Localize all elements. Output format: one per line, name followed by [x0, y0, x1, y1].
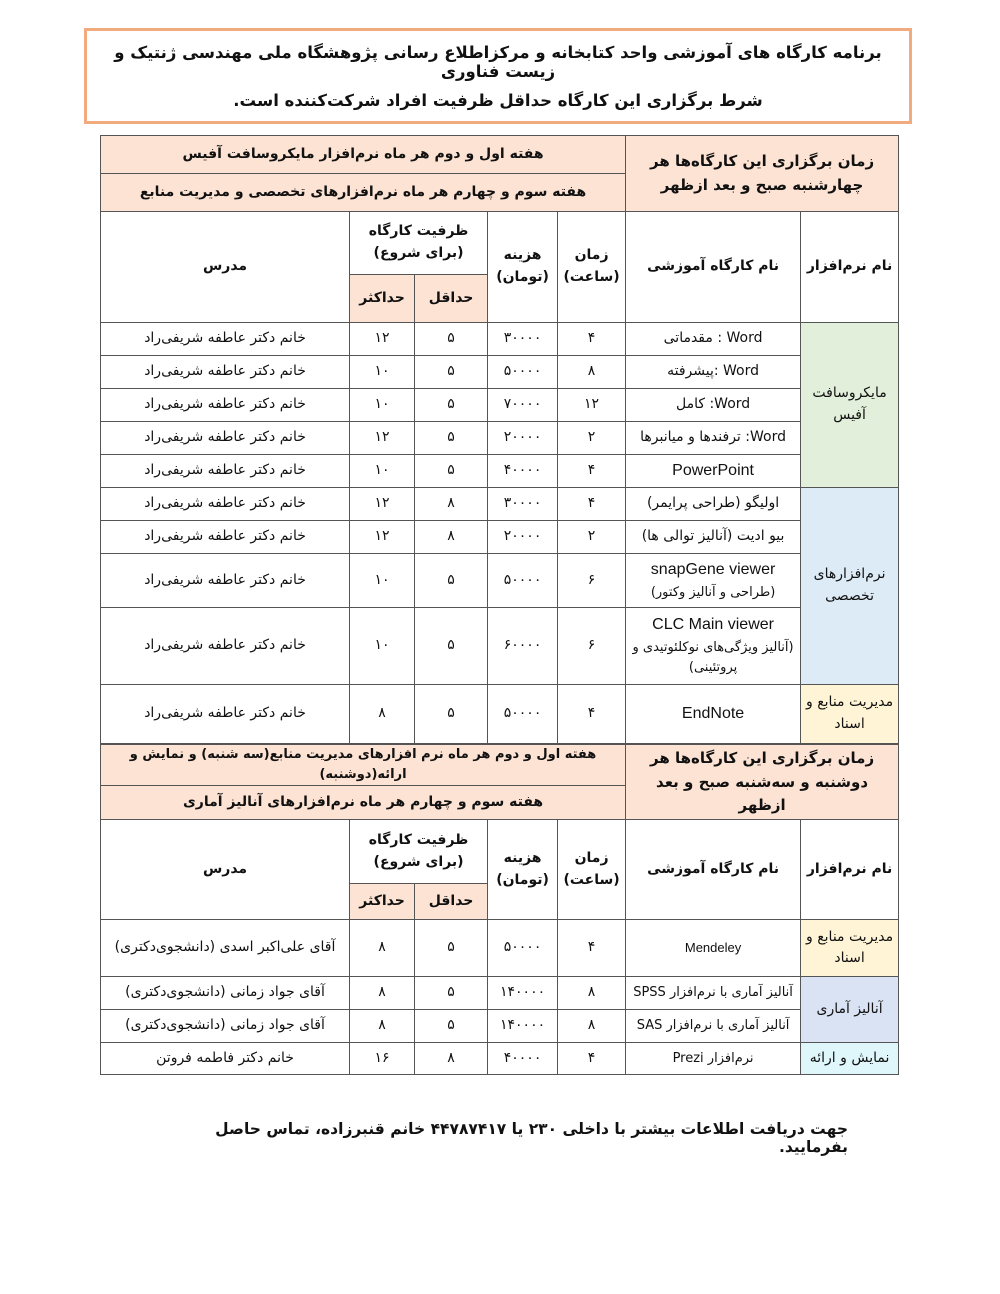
time-hours: ۶ [558, 554, 626, 608]
max-capacity: ۸ [350, 685, 415, 744]
max-capacity: ۱۰ [350, 554, 415, 608]
col-workshop: نام کارگاه آموزشی [626, 212, 801, 323]
cost-value: ۶۰۰۰۰ [488, 608, 558, 685]
contact-note: جهت دریافت اطلاعات بیشتر با داخلی ۲۳۰ یا ۴۴۷۸۷۴۱۷ خانم قنبرزاده، تماس حاصل بفرمایید. [215, 1120, 848, 1156]
min-capacity: ۵ [415, 608, 488, 685]
max-capacity: ۸ [350, 920, 415, 977]
workshop-name: Mendeley [626, 920, 801, 977]
instructor-name: خانم دکتر عاطفه شریفی‌راد [101, 356, 350, 389]
min-capacity: ۵ [415, 422, 488, 455]
col-software: نام نرم‌افزار [801, 212, 899, 323]
time-hours: ۴ [558, 920, 626, 977]
schedule-table-mon-tue [100, 744, 899, 1075]
workshop-subtitle: (آنالیز ویژگی‌های نوکلئوتیدی و پروتئینی) [632, 640, 794, 676]
title-line-1: برنامه کارگاه های آموزشی واحد کتابخانه و مرکزاطلاع رسانی پژوهشگاه ملی مهندسی ژنتیک و زیست فناوری [114, 43, 882, 81]
cost-value: ۲۰۰۰۰ [488, 422, 558, 455]
week12-note: هفته اول و دوم هر ماه نرم افزارهای مدیریت منابع(سه شنبه) و نمایش و ارائه(دوشنبه) [101, 745, 626, 786]
workshop-name: بیو ادیت (آنالیز توالی ها) [626, 521, 801, 554]
instructor-name: خانم دکتر عاطفه شریفی‌راد [101, 323, 350, 356]
week12-note: هفته اول و دوم هر ماه نرم‌افزار مایکروسافت آفیس [101, 136, 626, 174]
time-hours: ۸ [558, 1010, 626, 1043]
time-hours: ۲ [558, 521, 626, 554]
col-cost: هزینه (تومان) [488, 820, 558, 920]
min-capacity: ۵ [415, 389, 488, 422]
col-max: حداکثر [350, 275, 415, 323]
workshop-name: CLC Main viewer [652, 616, 774, 634]
instructor-name: خانم دکتر عاطفه شریفی‌راد [101, 488, 350, 521]
group-specialized: نرم‌افزارهای تخصصی [801, 488, 899, 685]
instructor-name: آقای علی‌اکبر اسدی (دانشجوی‌دکتری) [101, 920, 350, 977]
max-capacity: ۱۲ [350, 422, 415, 455]
max-capacity: ۸ [350, 1010, 415, 1043]
cost-value: ۲۰۰۰۰ [488, 521, 558, 554]
week34-note: هفته سوم و چهارم هر ماه نرم‌افزارهای آنالیز آماری [101, 786, 626, 820]
workshop-name: Word: کامل [626, 389, 801, 422]
table-row [101, 1010, 899, 1043]
min-capacity: ۵ [415, 554, 488, 608]
time-hours: ۸ [558, 977, 626, 1010]
min-capacity: ۸ [415, 1043, 488, 1075]
max-capacity: ۱۰ [350, 455, 415, 488]
col-max: حداکثر [350, 884, 415, 920]
min-capacity: ۵ [415, 977, 488, 1010]
table-row [101, 389, 899, 422]
time-hours: ۲ [558, 422, 626, 455]
table-row [101, 323, 899, 356]
max-capacity: ۸ [350, 977, 415, 1010]
workshop-name: آنالیز آماری با نرم‌افزار SPSS [626, 977, 801, 1010]
min-capacity: ۵ [415, 455, 488, 488]
min-capacity: ۵ [415, 323, 488, 356]
table-row [101, 356, 899, 389]
week34-note: هفته سوم و چهارم هر ماه نرم‌افزارهای تخصصی و مدیریت منابع [101, 174, 626, 212]
col-capacity: ظرفیت کارگاه (برای شروع) [350, 820, 488, 884]
min-capacity: ۵ [415, 685, 488, 744]
cost-value: ۳۰۰۰۰ [488, 323, 558, 356]
col-min: حداقل [415, 884, 488, 920]
time-hours: ۱۲ [558, 389, 626, 422]
schedule-title: زمان برگزاری این کارگاه‌ها هر چهارشنبه صبح و بعد ازظهر [626, 136, 899, 212]
instructor-name: خانم دکتر عاطفه شریفی‌راد [101, 608, 350, 685]
min-capacity: ۵ [415, 1010, 488, 1043]
col-time: زمان (ساعت) [558, 820, 626, 920]
max-capacity: ۱۲ [350, 488, 415, 521]
max-capacity: ۱۶ [350, 1043, 415, 1075]
workshop-cell [626, 554, 801, 608]
time-hours: ۴ [558, 685, 626, 744]
group-reference-management: مدیریت منابع و اسناد [801, 920, 899, 977]
title-line-2: شرط برگزاری این کارگاه حداقل ظرفیت افراد شرکت‌کننده است. [233, 91, 763, 110]
group-reference-management: مدیریت منابع و اسناد [801, 685, 899, 744]
schedule-table-wednesday [100, 135, 899, 744]
workshop-name: Word :پیشرفته [626, 356, 801, 389]
time-hours: ۴ [558, 323, 626, 356]
cost-value: ۷۰۰۰۰ [488, 389, 558, 422]
col-instructor: مدرس [101, 212, 350, 323]
cost-value: ۵۰۰۰۰ [488, 920, 558, 977]
table-row [101, 455, 899, 488]
cost-value: ۱۴۰۰۰۰ [488, 977, 558, 1010]
table-row [101, 554, 899, 608]
col-instructor: مدرس [101, 820, 350, 920]
group-presentation: نمایش و ارائه [801, 1043, 899, 1075]
cost-value: ۵۰۰۰۰ [488, 554, 558, 608]
max-capacity: ۱۰ [350, 608, 415, 685]
workshop-name: EndNote [626, 685, 801, 744]
table-row [101, 1043, 899, 1075]
cost-value: ۳۰۰۰۰ [488, 488, 558, 521]
title-box [84, 28, 912, 124]
cost-value: ۵۰۰۰۰ [488, 685, 558, 744]
workshop-name: اولیگو (طراحی پرایمر) [626, 488, 801, 521]
instructor-name: آقای جواد زمانی (دانشجوی‌دکتری) [101, 977, 350, 1010]
instructor-name: خانم دکتر عاطفه شریفی‌راد [101, 389, 350, 422]
col-workshop: نام کارگاه آموزشی [626, 820, 801, 920]
workshop-name: snapGene viewer [650, 561, 776, 579]
instructor-name: خانم دکتر عاطفه شریفی‌راد [101, 422, 350, 455]
table-row [101, 685, 899, 744]
workshop-cell [626, 608, 801, 685]
instructor-name: خانم دکتر عاطفه شریفی‌راد [101, 685, 350, 744]
max-capacity: ۱۰ [350, 389, 415, 422]
instructor-name: خانم دکتر عاطفه شریفی‌راد [101, 554, 350, 608]
instructor-name: خانم دکتر عاطفه شریفی‌راد [101, 521, 350, 554]
workshop-name: PowerPoint [626, 455, 801, 488]
instructor-name: خانم دکتر فاطمه فروتن [101, 1043, 350, 1075]
cost-value: ۱۴۰۰۰۰ [488, 1010, 558, 1043]
instructor-name: خانم دکتر عاطفه شریفی‌راد [101, 455, 350, 488]
min-capacity: ۵ [415, 356, 488, 389]
time-hours: ۶ [558, 608, 626, 685]
table-row [101, 488, 899, 521]
cost-value: ۴۰۰۰۰ [488, 1043, 558, 1075]
workshop-name: Word: ترفندها و میانبرها [626, 422, 801, 455]
table-row [101, 920, 899, 977]
time-hours: ۴ [558, 1043, 626, 1075]
table-row [101, 422, 899, 455]
col-cost: هزینه (تومان) [488, 212, 558, 323]
time-hours: ۸ [558, 356, 626, 389]
max-capacity: ۱۰ [350, 356, 415, 389]
min-capacity: ۵ [415, 920, 488, 977]
col-min: حداقل [415, 275, 488, 323]
max-capacity: ۱۲ [350, 521, 415, 554]
time-hours: ۴ [558, 455, 626, 488]
instructor-name: آقای جواد زمانی (دانشجوی‌دکتری) [101, 1010, 350, 1043]
group-statistics: آنالیز آماری [801, 977, 899, 1043]
col-time: زمان (ساعت) [558, 212, 626, 323]
table-row [101, 521, 899, 554]
group-office: مایکروسافت آفیس [801, 323, 899, 488]
min-capacity: ۸ [415, 488, 488, 521]
max-capacity: ۱۲ [350, 323, 415, 356]
time-hours: ۴ [558, 488, 626, 521]
min-capacity: ۸ [415, 521, 488, 554]
schedule-title: زمان برگزاری این کارگاه‌ها هر دوشنبه و سه‌شنبه صبح و بعد ازظهر [626, 745, 899, 820]
col-capacity: ظرفیت کارگاه (برای شروع) [350, 212, 488, 275]
cost-value: ۵۰۰۰۰ [488, 356, 558, 389]
table-row [101, 608, 899, 685]
workshop-name: نرم‌افزار Prezi [626, 1043, 801, 1075]
cost-value: ۴۰۰۰۰ [488, 455, 558, 488]
table-row [101, 977, 899, 1010]
col-software: نام نرم‌افزار [801, 820, 899, 920]
workshop-name: Word : مقدماتی [626, 323, 801, 356]
workshop-name: آنالیز آماری با نرم‌افزار SAS [626, 1010, 801, 1043]
workshop-subtitle: (طراحی و آنالیز وکتور) [650, 584, 776, 600]
